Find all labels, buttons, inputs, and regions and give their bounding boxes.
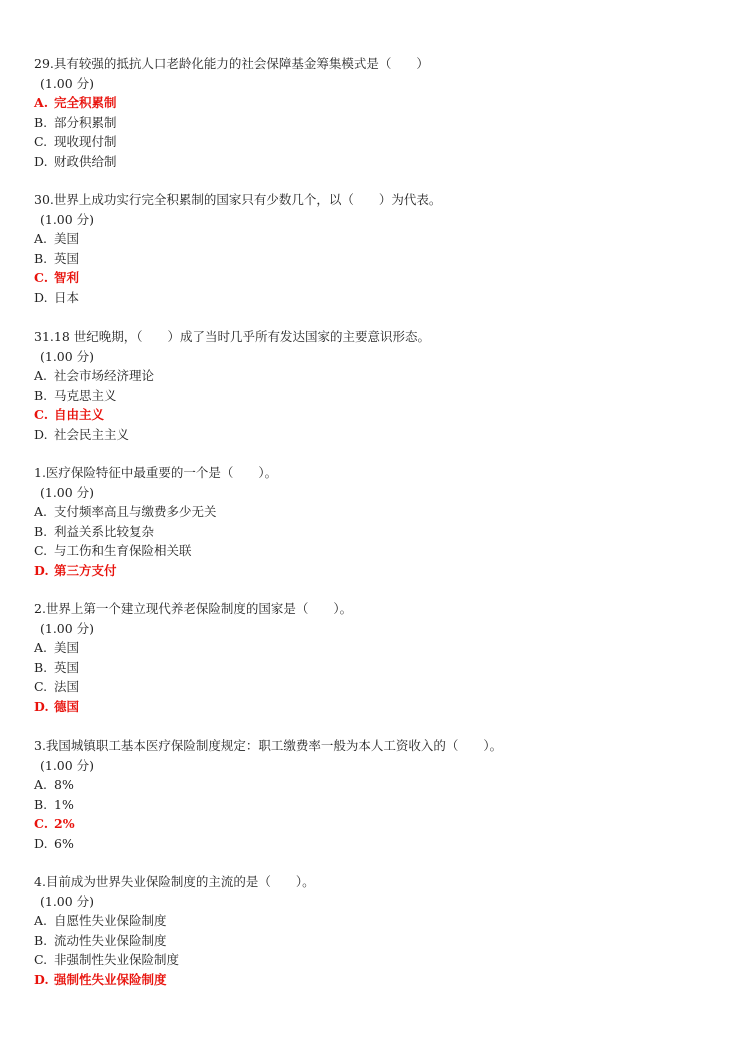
option-letter: A.: [34, 95, 49, 110]
question-2: [34, 599, 714, 716]
option-text: 现收现付制: [54, 134, 117, 149]
question-title: 4.目前成为世界失业保险制度的主流的是（ ）。: [34, 874, 315, 889]
question-30: [34, 190, 714, 307]
option-letter: A.: [34, 504, 48, 519]
option-b: [34, 249, 714, 269]
option-text: 社会市场经济理论: [54, 368, 155, 383]
question-title: 30.世界上成功实行完全积累制的国家只有少数几个，以（ ）为代表。: [34, 192, 442, 207]
option-letter: A.: [34, 231, 48, 246]
option-letter: C.: [34, 679, 48, 694]
question-title: 29.具有较强的抵抗人口老龄化能力的社会保障基金筹集模式是（ ）: [34, 56, 429, 71]
option-letter: B.: [34, 523, 48, 539]
option-letter: B.: [34, 114, 48, 130]
option-b: [34, 795, 714, 815]
option-letter: C.: [34, 543, 48, 558]
option-letter: C.: [34, 407, 49, 422]
question-score: (1.00 分): [40, 893, 95, 909]
option-a: [34, 638, 714, 658]
option-a: [34, 775, 714, 795]
option-text: 流动性失业保险制度: [54, 932, 167, 948]
question-title: 2.世界上第一个建立现代养老保险制度的国家是（ ）。: [34, 601, 353, 616]
option-text: 2%: [54, 816, 75, 831]
option-letter: D.: [34, 835, 48, 851]
option-a: [34, 911, 714, 931]
option-a: [34, 93, 714, 113]
option-text: 利益关系比较复杂: [54, 523, 155, 539]
option-letter: B.: [34, 796, 48, 812]
option-letter: B.: [34, 932, 48, 948]
question-31: [34, 327, 714, 444]
question-29: [34, 54, 714, 171]
option-text: 非强制性失业保险制度: [54, 952, 180, 967]
option-text: 德国: [54, 698, 80, 714]
option-b: [34, 931, 714, 951]
option-a: [34, 366, 714, 386]
option-letter: D.: [34, 698, 49, 714]
option-letter: B.: [34, 659, 48, 675]
option-letter: D.: [34, 289, 48, 305]
option-text: 自由主义: [54, 407, 105, 422]
option-text: 财政供给制: [54, 153, 117, 169]
option-d: [34, 970, 714, 990]
option-text: 1%: [54, 796, 74, 812]
option-c: [34, 405, 714, 425]
option-letter: B.: [34, 387, 48, 403]
option-letter: D.: [34, 426, 48, 442]
option-b: [34, 658, 714, 678]
option-c: [34, 132, 714, 152]
option-c: [34, 950, 714, 970]
option-letter: C.: [34, 816, 49, 831]
option-letter: B.: [34, 250, 48, 266]
option-d: [34, 152, 714, 172]
option-c: [34, 814, 714, 834]
option-letter: C.: [34, 270, 49, 285]
option-text: 完全积累制: [54, 95, 117, 110]
question-1: [34, 463, 714, 580]
option-text: 自愿性失业保险制度: [54, 913, 167, 928]
option-b: [34, 113, 714, 133]
option-text: 部分积累制: [54, 114, 117, 130]
option-text: 强制性失业保险制度: [54, 971, 167, 987]
option-text: 智利: [54, 270, 80, 285]
option-letter: D.: [34, 971, 49, 987]
option-text: 日本: [54, 289, 80, 305]
question-title: 31.18 世纪晚期，（ ）成了当时几乎所有发达国家的主要意识形态。: [34, 329, 431, 344]
question-3: [34, 736, 714, 853]
option-letter: A.: [34, 777, 48, 792]
option-text: 法国: [54, 679, 80, 694]
option-d: [34, 561, 714, 581]
question-title: 1.医疗保险特征中最重要的一个是（ ）。: [34, 465, 278, 480]
question-score: (1.00 分): [40, 620, 95, 636]
question-4: [34, 872, 714, 989]
option-text: 第三方支付: [54, 562, 117, 578]
option-a: [34, 502, 714, 522]
option-text: 社会民主主义: [54, 426, 130, 442]
option-d: [34, 425, 714, 445]
option-text: 与工伤和生育保险相关联: [54, 543, 192, 558]
option-b: [34, 522, 714, 542]
option-text: 马克思主义: [54, 387, 117, 403]
option-d: [34, 697, 714, 717]
option-d: [34, 288, 714, 308]
option-text: 美国: [54, 231, 80, 246]
option-text: 支付频率高且与缴费多少无关: [54, 504, 217, 519]
option-c: [34, 541, 714, 561]
question-score: (1.00 分): [40, 211, 95, 227]
option-text: 美国: [54, 640, 80, 655]
option-letter: A.: [34, 368, 48, 383]
question-title: 3.我国城镇职工基本医疗保险制度规定：职工缴费率一般为本人工资收入的（ ）。: [34, 738, 503, 753]
option-text: 6%: [54, 835, 74, 851]
option-letter: C.: [34, 134, 48, 149]
option-text: 英国: [54, 659, 80, 675]
option-text: 8%: [54, 777, 74, 792]
question-score: (1.00 分): [40, 75, 95, 91]
question-score: (1.00 分): [40, 484, 95, 500]
option-text: 英国: [54, 250, 80, 266]
option-letter: A.: [34, 640, 48, 655]
option-letter: D.: [34, 562, 49, 578]
option-b: [34, 386, 714, 406]
option-a: [34, 229, 714, 249]
option-c: [34, 677, 714, 697]
option-c: [34, 268, 714, 288]
option-letter: C.: [34, 952, 48, 967]
option-d: [34, 834, 714, 854]
question-score: (1.00 分): [40, 348, 95, 364]
question-score: (1.00 分): [40, 757, 95, 773]
option-letter: A.: [34, 913, 48, 928]
option-letter: D.: [34, 153, 48, 169]
